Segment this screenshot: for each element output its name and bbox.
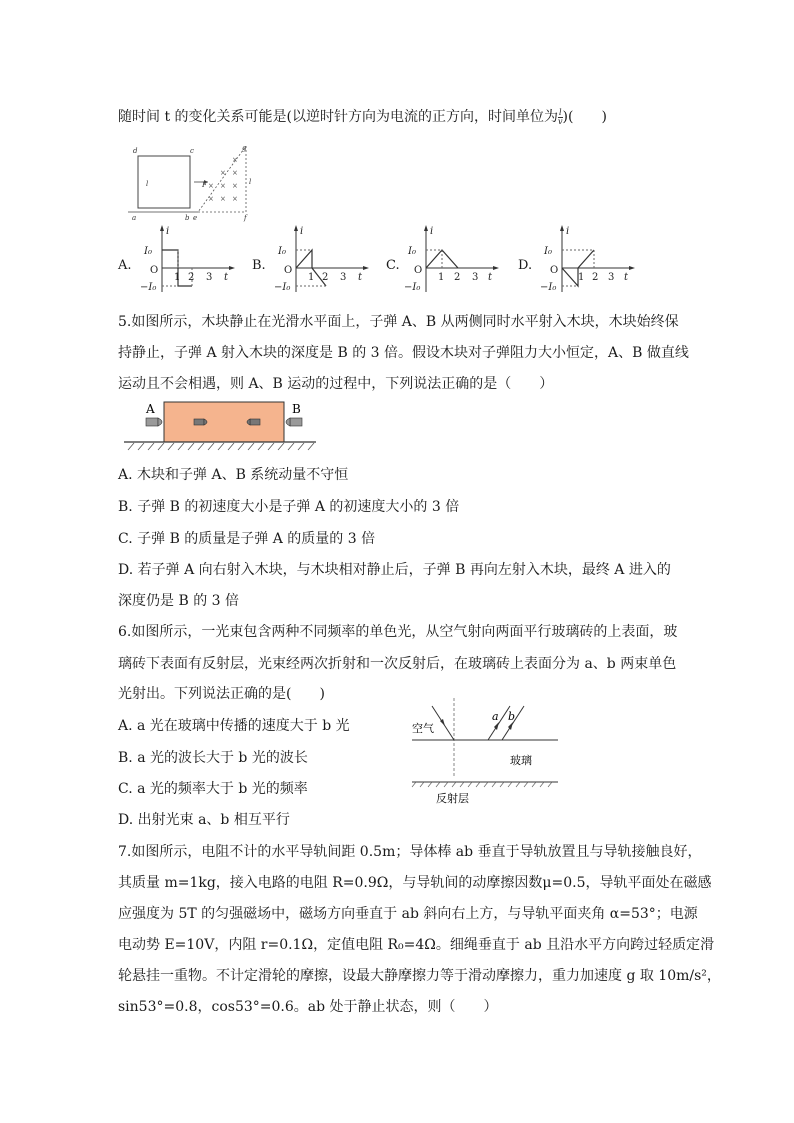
bullet-b-label: B: [292, 402, 301, 416]
svg-text:×: ×: [208, 182, 214, 190]
q6-option: D. 出射光束 a、b 相互平行: [118, 812, 290, 828]
q6-option: B. a 光的波长大于 b 光的波长: [118, 750, 308, 766]
q7-stem-line: 电动势 E=10V，内阻 r=0.1Ω，定值电阻 R₀=4Ω。细绳垂直于 ab 且沿水平方向跨过轻质定滑: [118, 937, 715, 953]
q4-stem: [118, 107, 607, 127]
svg-text:×: ×: [208, 195, 214, 203]
svg-text:×: ×: [232, 169, 238, 177]
q4-fig-label: F: [202, 181, 207, 189]
svg-text:×: ×: [232, 156, 238, 164]
q4-fig-label: c: [190, 147, 194, 155]
q4-option-d-label: D.: [518, 258, 533, 273]
q4-fig-label: f: [244, 214, 247, 222]
svg-text:−I₀: −I₀: [404, 282, 421, 293]
q4-option-d-graph: [540, 224, 640, 296]
q6-reflect-label: 反射层: [436, 792, 469, 805]
svg-text:O: O: [550, 265, 559, 276]
svg-text:i: i: [300, 226, 304, 237]
q5-option: C. 子弹 B 的质量是子弹 A 的质量的 3 倍: [118, 531, 376, 547]
svg-text:×: ×: [232, 195, 238, 203]
svg-text:3: 3: [206, 272, 213, 283]
q7-stem-line: 7.如图所示，电阻不计的水平导轨间距 0.5m；导体棒 ab 垂直于导轨放置且与导轨接触良好，: [118, 844, 702, 860]
q4-option-c-graph: [404, 224, 504, 296]
svg-text:1: 1: [438, 272, 445, 283]
svg-text:−I₀: −I₀: [540, 282, 557, 293]
q6-ray-b-label: b: [508, 710, 516, 723]
q6-stem-line: 光射出。下列说法正确的是( ): [118, 686, 325, 702]
svg-text:2: 2: [454, 272, 461, 283]
q4-fig-label: g: [242, 144, 247, 152]
bullet-b: [286, 418, 302, 426]
svg-text:I₀: I₀: [144, 246, 152, 257]
wooden-block: [164, 402, 284, 442]
q4-loop-figure: [128, 142, 258, 222]
q6-ray-a-label: a: [492, 710, 499, 723]
svg-text:×: ×: [232, 182, 238, 190]
q4-stem-end: )( ): [562, 109, 607, 125]
q6-stem-line: 6.如图所示，一光束包含两种不同频率的单色光，从空气射向两面平行玻璃砖的上表面，玻: [118, 624, 678, 640]
q6-glass-label: 玻璃: [510, 754, 532, 767]
svg-text:t: t: [224, 272, 229, 283]
q7-stem-line: sin53°=0.8，cos53°=0.6。ab 处于静止状态，则（ ）: [118, 999, 498, 1015]
q5-stem-line: 持静止，子弹 A 射入木块的深度是 B 的 3 倍。假设木块对子弹阻力大小恒定，A、B 做直线: [118, 345, 689, 361]
svg-text:O: O: [150, 265, 159, 276]
q5-option: D. 若子弹 A 向右射入木块，与木块相对静止后，子弹 B 再向左射入木块，最终 A 进入的: [118, 562, 671, 578]
q5-bullet-block-figure: [120, 400, 320, 456]
q5-option: 深度仍是 B 的 3 倍: [118, 593, 239, 609]
svg-text:−I₀: −I₀: [140, 282, 157, 293]
q7-stem-line: 其质量 m=1kg，接入电路的电阻 R=0.9Ω，与导轨间的动摩擦因数μ=0.5，导轨平面处在磁感: [118, 875, 712, 891]
svg-text:1: 1: [578, 272, 585, 283]
svg-text:t: t: [624, 272, 629, 283]
q6-optics-figure: [398, 694, 578, 806]
q4-option-a-graph: [140, 224, 240, 296]
q5-option: A. 木块和子弹 A、B 系统动量不守恒: [118, 467, 349, 483]
q4-fig-label: d: [133, 147, 138, 155]
q7-stem-line: 应强度为 5T 的匀强磁场中，磁场方向垂直于 ab 斜向右上方，与导轨平面夹角 α=53°；电源: [118, 906, 698, 922]
q4-fig-label: l: [249, 178, 252, 186]
svg-text:1: 1: [308, 272, 315, 283]
svg-text:i: i: [430, 226, 434, 237]
svg-text:2: 2: [188, 272, 195, 283]
q6-option: C. a 光的频率大于 b 光的频率: [118, 781, 308, 797]
q4-stem-text: 随时间 t 的变化关系可能是(以逆时针方向为电流的正方向，时间单位为: [118, 109, 558, 125]
svg-text:i: i: [566, 226, 570, 237]
svg-text:2: 2: [322, 272, 329, 283]
svg-text:3: 3: [340, 272, 347, 283]
svg-text:3: 3: [608, 272, 615, 283]
svg-text:×: ×: [220, 169, 226, 177]
svg-text:×: ×: [220, 182, 226, 190]
q4-fig-label: l: [146, 180, 149, 188]
q7-stem-line: 轮悬挂一重物。不计定滑轮的摩擦，设最大静摩擦力等于滑动摩擦力，重力加速度 g 取 10m/s²，: [118, 968, 721, 984]
q4-option-c-label: C.: [386, 258, 400, 273]
q5-stem-line: 运动且不会相遇，则 A、B 运动的过程中，下列说法正确的是（ ）: [118, 376, 554, 392]
bullet-a-label: A: [146, 402, 155, 416]
svg-text:I₀: I₀: [544, 246, 552, 257]
svg-text:i: i: [166, 226, 170, 237]
q6-stem-line: 璃砖下表面有反射层，光束经两次折射和一次反射后，在玻璃砖上表面分为 a、b 两束单色: [118, 656, 677, 672]
q5-option: B. 子弹 B 的初速度大小是子弹 A 的初速度大小的 3 倍: [118, 499, 460, 515]
q4-fig-label: e: [193, 214, 198, 222]
svg-text:O: O: [284, 265, 293, 276]
q6-option: A. a 光在玻璃中传播的速度大于 b 光: [118, 718, 350, 734]
q4-option-b-graph: [274, 224, 374, 296]
svg-text:×: ×: [220, 195, 226, 203]
q4-fig-label: a: [132, 214, 137, 222]
q6-air-label: 空气: [412, 722, 434, 735]
q4-option-a-label: A.: [118, 258, 132, 273]
svg-text:O: O: [414, 265, 423, 276]
q4-time-unit: $\frac{l}{v}$: [558, 107, 563, 126]
svg-text:3: 3: [472, 272, 479, 283]
svg-text:I₀: I₀: [278, 246, 286, 257]
svg-text:t: t: [358, 272, 363, 283]
q4-option-b-label: B.: [252, 258, 266, 273]
svg-text:1: 1: [174, 272, 181, 283]
q5-stem-line: 5.如图所示，木块静止在光滑水平面上，子弹 A、B 从两侧同时水平射入木块，木块始终保: [118, 314, 679, 330]
q4-fig-label: b: [185, 214, 190, 222]
svg-text:I₀: I₀: [408, 246, 416, 257]
svg-text:t: t: [488, 272, 493, 283]
bullet-a: [146, 418, 162, 426]
svg-text:−I₀: −I₀: [274, 282, 291, 293]
svg-text:2: 2: [592, 272, 599, 283]
